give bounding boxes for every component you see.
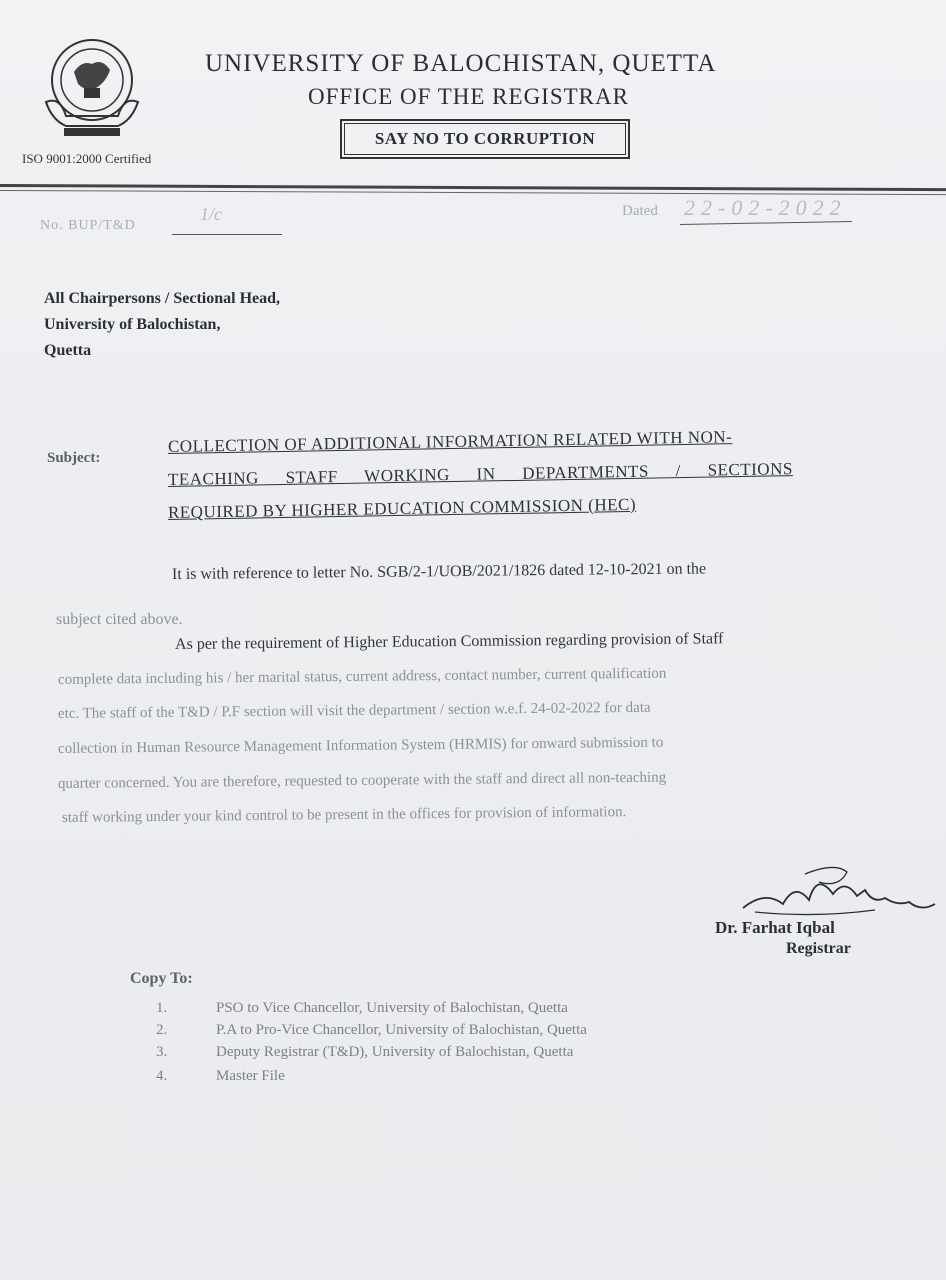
copy-to-item-number: 2. xyxy=(156,1022,168,1038)
paragraph-1-line-1: It is with reference to letter No. SGB/2-1/UOB/2021/1826 dated 12-10-2021 on the xyxy=(171,560,707,583)
iso-certification: ISO 9001:2000 Certified xyxy=(22,151,152,166)
paragraph-1-line-2: subject cited above. xyxy=(56,611,183,628)
paragraph-2-line-3: etc. The staff of the T&D / P.F section will visit the department / section w.e.f. 24-02-2022 for data xyxy=(57,699,651,722)
university-seal-logo xyxy=(40,32,142,142)
reference-number-value: 1/c xyxy=(200,204,222,224)
copy-to-label: Copy To: xyxy=(130,970,193,987)
paragraph-2-line-2: complete data including his / her marital status, current address, contact number, current qualification xyxy=(57,665,667,688)
subject-line-3: REQUIRED BY HIGHER EDUCATION COMMISSION (HEC) xyxy=(167,494,637,522)
reference-number-line xyxy=(172,234,282,235)
copy-to-item-number: 3. xyxy=(156,1044,168,1060)
dated-line xyxy=(680,221,852,225)
signatory-name: Dr. Farhat Iqbal xyxy=(715,918,835,937)
signatory-title: Registrar xyxy=(786,940,851,957)
subject-label: Subject: xyxy=(47,450,101,466)
subject-line-1: COLLECTION OF ADDITIONAL INFORMATION RELATED WITH NON- xyxy=(167,427,733,456)
university-name: UNIVERSITY OF BALOCHISTAN, QUETTA xyxy=(205,50,717,77)
addressee-line-3: Quetta xyxy=(44,342,92,359)
copy-to-item-number: 1. xyxy=(156,1000,168,1016)
copy-to-item-number: 4. xyxy=(156,1068,168,1084)
office-name: OFFICE OF THE REGISTRAR xyxy=(308,84,629,109)
reference-number-label: No. BUP/T&D xyxy=(40,218,136,233)
paragraph-2-line-6: staff working under your kind control to be present in the offices for provision of information. xyxy=(61,804,627,826)
dated-value: 22-02-2022 xyxy=(684,195,847,220)
motto-text: SAY NO TO CORRUPTION xyxy=(344,123,626,155)
paragraph-2-line-5: quarter concerned. You are therefore, requested to cooperate with the staff and direct all non-teaching xyxy=(57,769,667,792)
paragraph-2-line-4: collection in Human Resource Management Information System (HRMIS) for onward submission to xyxy=(57,734,664,757)
motto-box xyxy=(340,119,630,159)
addressee-line-1: All Chairpersons / Sectional Head, xyxy=(44,290,281,307)
copy-to-item-text: Deputy Registrar (T&D), University of Balochistan, Quetta xyxy=(216,1044,574,1060)
copy-to-item-text: PSO to Vice Chancellor, University of Balochistan, Quetta xyxy=(216,1000,568,1016)
dated-label: Dated xyxy=(622,203,658,219)
paragraph-2-line-1: As per the requirement of Higher Education Commission regarding provision of Staff xyxy=(174,630,724,653)
subject-line-2: TEACHING STAFF WORKING IN DEPARTMENTS / SECTIONS xyxy=(167,459,793,489)
copy-to-item-text: P.A to Pro-Vice Chancellor, University of Balochistan, Quetta xyxy=(216,1022,587,1038)
copy-to-item-text: Master File xyxy=(216,1068,285,1084)
addressee-line-2: University of Balochistan, xyxy=(44,316,221,333)
